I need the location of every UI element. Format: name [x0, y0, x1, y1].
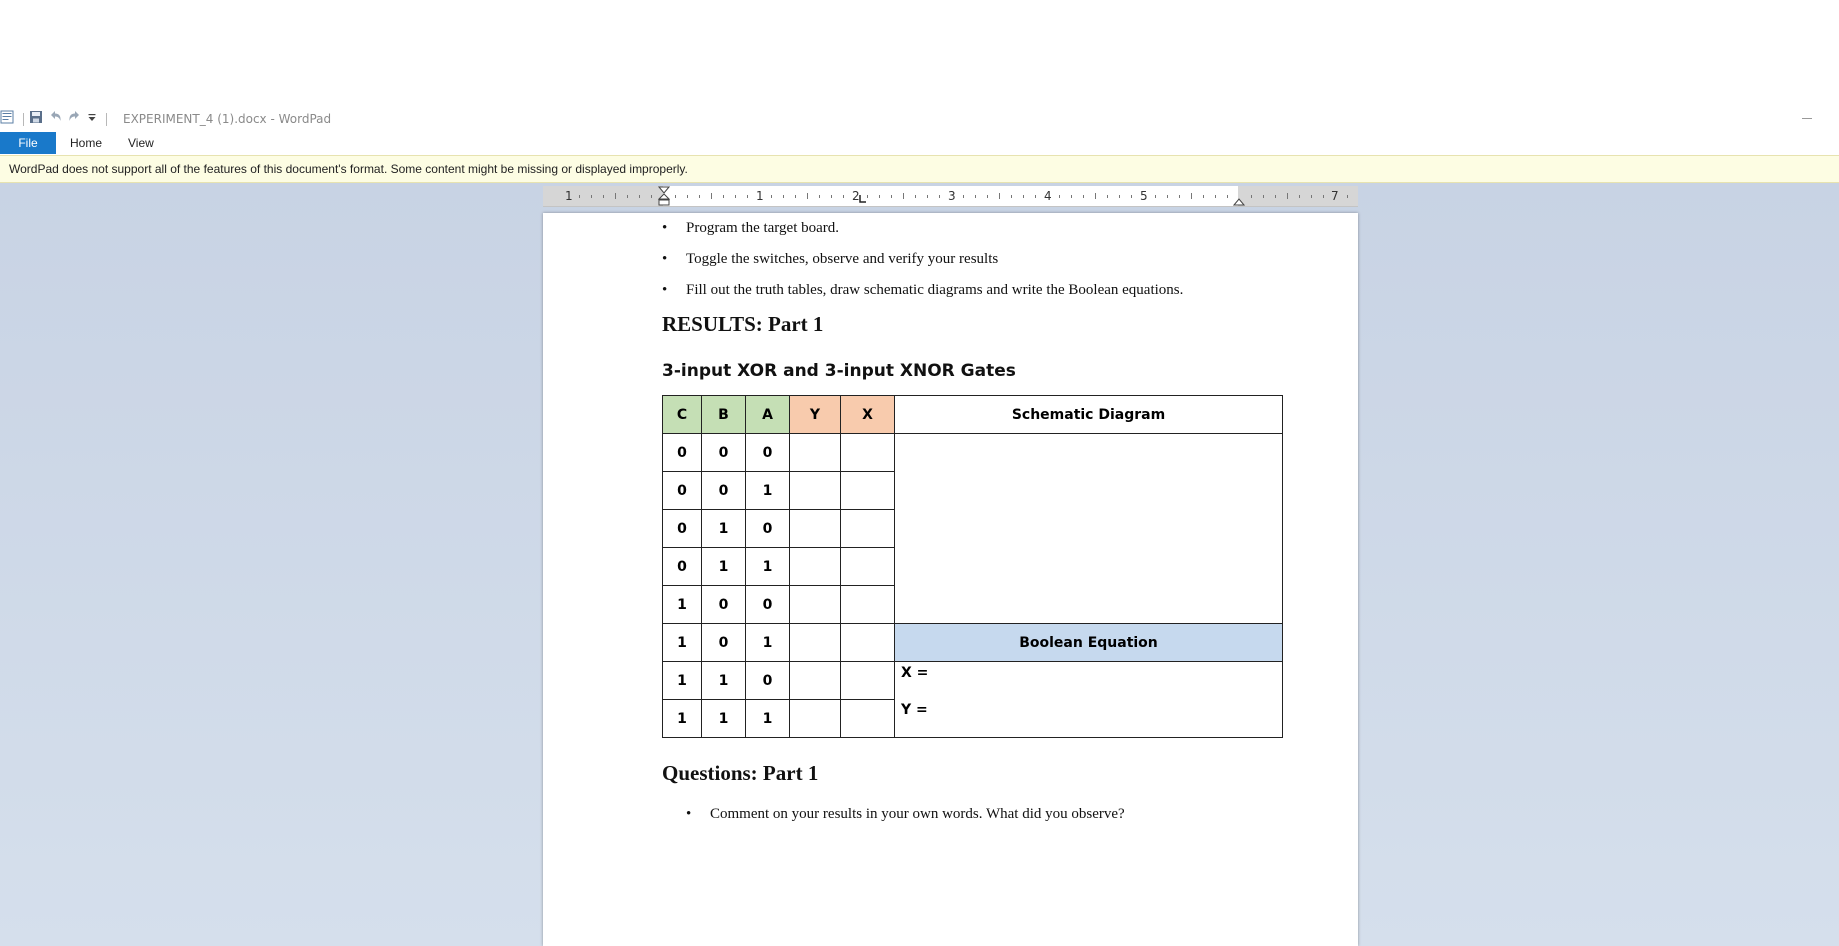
document-workspace[interactable]: [0, 183, 1839, 946]
ruler-number: 7: [1331, 189, 1339, 203]
menu-bar: [0, 132, 1839, 154]
cell-a: 0: [746, 510, 790, 548]
cell-b: 1: [702, 510, 746, 548]
schematic-header: Schematic Diagram: [895, 396, 1283, 434]
truth-table: [662, 395, 1283, 738]
cell-a: 0: [746, 662, 790, 700]
first-line-indent-marker[interactable]: [658, 186, 670, 206]
redo-icon[interactable]: [67, 110, 83, 129]
cell-b: 1: [702, 662, 746, 700]
cell-c: 0: [663, 548, 702, 586]
cell-x[interactable]: [841, 662, 895, 700]
tab-stop-marker[interactable]: [859, 195, 867, 203]
cell-x[interactable]: [841, 510, 895, 548]
save-icon[interactable]: [29, 110, 43, 129]
cell-a: 1: [746, 700, 790, 738]
cell-y[interactable]: [790, 624, 841, 662]
cell-x[interactable]: [841, 472, 895, 510]
cell-y[interactable]: [790, 662, 841, 700]
ruler[interactable]: [543, 186, 1358, 207]
bullet-text: Comment on your results in your own words. What did you observe?: [710, 806, 1125, 822]
ruler-number: 2: [852, 189, 860, 203]
wordpad-app-icon[interactable]: [0, 110, 14, 129]
cell-a: 1: [746, 624, 790, 662]
document-page[interactable]: • Program the target board. • Toggle the switches, observe and verify your results • Fill out the truth tables, draw schematic diagrams and write the Boolean equations. RESULTS: Part 1 3-input XOR and 3-input XNOR Gates C B A Y X Schematic Diagram 0 0 0 0 0 1 0 1 0 0 1 1 1 0 0 1 0 1 Boolean Equation 1 1 0 X = Y = 1 1 1 Questions: Part 1 • Comment on your results in your own words. What did you observe?: [543, 213, 1358, 946]
cell-x[interactable]: [841, 700, 895, 738]
cell-b: 0: [702, 472, 746, 510]
cell-a: 0: [746, 434, 790, 472]
cell-c: 1: [663, 662, 702, 700]
cell-c: 1: [663, 586, 702, 624]
tab-view[interactable]: View: [128, 136, 154, 150]
results-heading: RESULTS: Part 1: [662, 312, 824, 336]
cell-c: 1: [663, 624, 702, 662]
minimize-button[interactable]: [1796, 108, 1818, 128]
cell-x[interactable]: [841, 624, 895, 662]
schematic-area[interactable]: [895, 434, 1283, 624]
bullet-text: Fill out the truth tables, draw schematic diagrams and write the Boolean equations.: [686, 282, 1184, 298]
ruler-number: 4: [1044, 189, 1052, 203]
info-bar-message: WordPad does not support all of the features of this document's format. Some content might be missing or displayed improperly.: [9, 162, 688, 176]
ruler-number: 3: [948, 189, 956, 203]
cell-b: 0: [702, 586, 746, 624]
header-c: C: [663, 396, 702, 434]
cell-y[interactable]: [790, 510, 841, 548]
cell-y[interactable]: [790, 548, 841, 586]
cell-a: 1: [746, 548, 790, 586]
equation-x: X =: [901, 665, 929, 681]
cell-b: 1: [702, 548, 746, 586]
cell-c: 0: [663, 510, 702, 548]
toolbar-separator: [23, 113, 24, 126]
ruler-number: 1: [756, 189, 764, 203]
cell-b: 1: [702, 700, 746, 738]
ruler-number: 1: [565, 189, 573, 203]
undo-icon[interactable]: [47, 110, 63, 129]
gates-heading: 3-input XOR and 3-input XNOR Gates: [662, 361, 1016, 381]
cell-a: 0: [746, 586, 790, 624]
table-row: [663, 624, 1283, 662]
quick-access-toolbar: [0, 111, 112, 127]
ruler-right-margin: [1238, 186, 1358, 206]
cell-c: 0: [663, 434, 702, 472]
cell-b: 0: [702, 434, 746, 472]
compatibility-info-bar: [0, 155, 1839, 183]
bullet-text: Toggle the switches, observe and verify your results: [686, 251, 999, 267]
questions-heading: Questions: Part 1: [662, 761, 819, 785]
boolean-equation-area[interactable]: [895, 662, 1283, 738]
cell-y[interactable]: [790, 434, 841, 472]
window-title: EXPERIMENT_4 (1).docx - WordPad: [123, 112, 332, 126]
right-indent-marker[interactable]: [1233, 194, 1245, 206]
header-x: X: [841, 396, 895, 434]
header-b: B: [702, 396, 746, 434]
file-tab[interactable]: File: [0, 132, 56, 154]
cell-x[interactable]: [841, 586, 895, 624]
cell-c: 1: [663, 700, 702, 738]
header-a: A: [746, 396, 790, 434]
cell-c: 0: [663, 472, 702, 510]
equation-y: Y =: [901, 702, 928, 718]
table-row: [663, 662, 1283, 700]
ruler-number: 5: [1140, 189, 1148, 203]
header-y: Y: [790, 396, 841, 434]
toolbar-separator: [106, 113, 107, 126]
cell-a: 1: [746, 472, 790, 510]
cell-b: 0: [702, 624, 746, 662]
table-row: [663, 434, 1283, 472]
title-bar: [0, 108, 1839, 130]
table-header-row: [663, 396, 1283, 434]
cell-y[interactable]: [790, 586, 841, 624]
boolean-equation-header: Boolean Equation: [895, 624, 1283, 662]
customize-toolbar-icon[interactable]: [87, 110, 97, 129]
bullet-text: Program the target board.: [686, 220, 840, 236]
cell-y[interactable]: [790, 700, 841, 738]
cell-y[interactable]: [790, 472, 841, 510]
cell-x[interactable]: [841, 434, 895, 472]
cell-x[interactable]: [841, 548, 895, 586]
tab-home[interactable]: Home: [70, 136, 103, 150]
